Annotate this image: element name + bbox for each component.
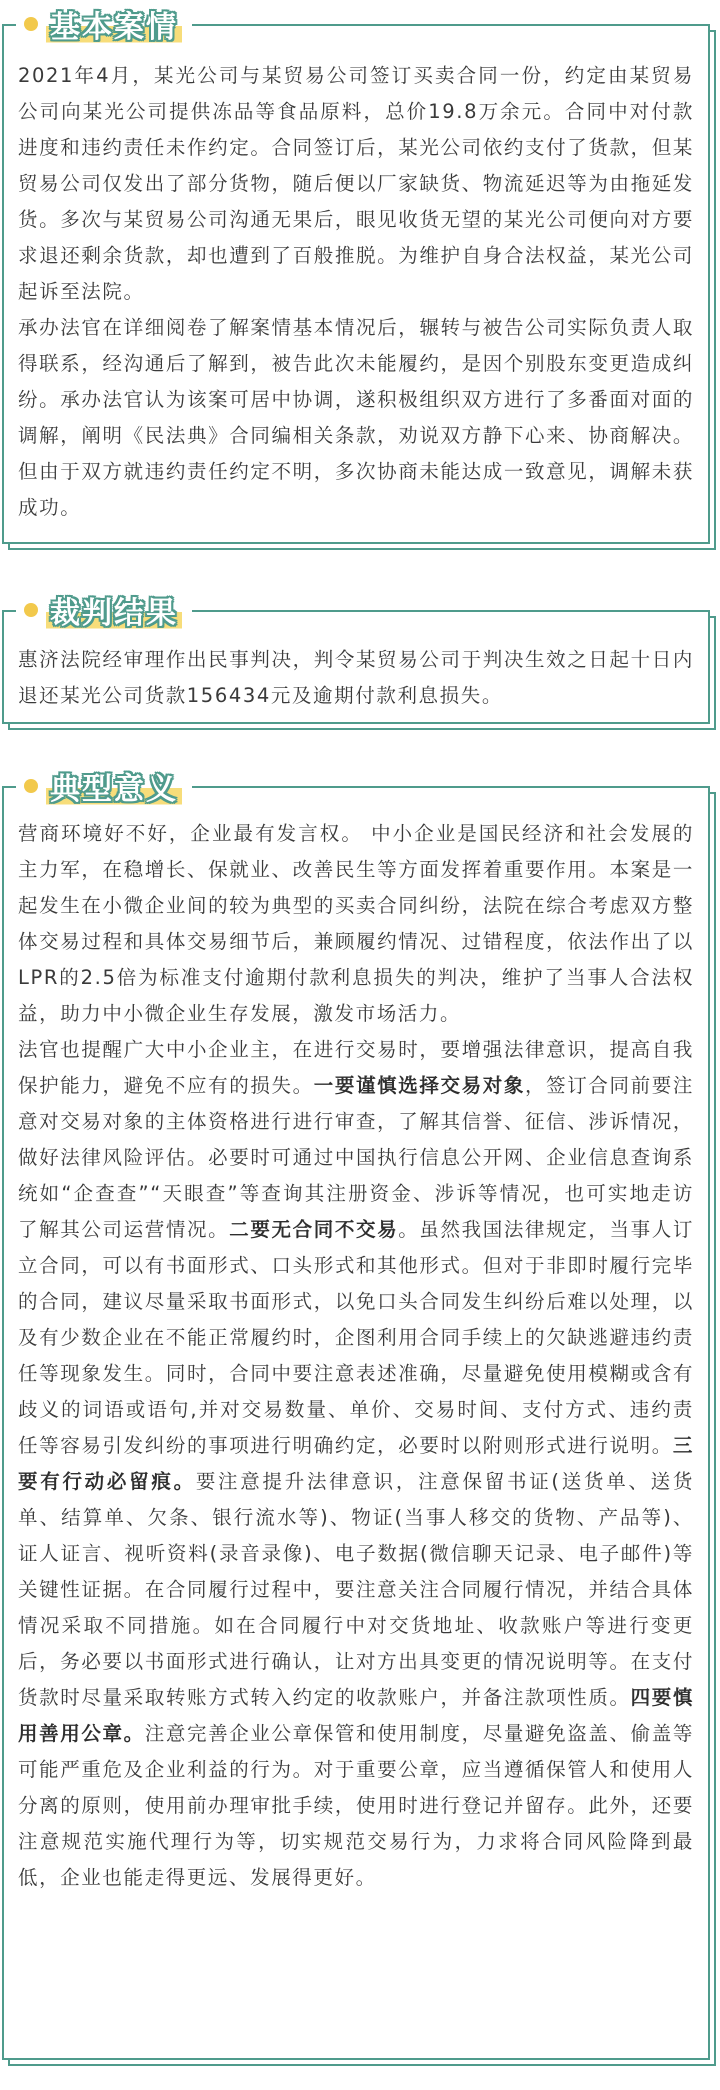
section-title-wrap [16,4,192,44]
section-title: 裁判结果 [46,588,182,632]
section-content [18,58,694,526]
section-title-wrap [16,590,192,630]
title-dot-icon [24,603,38,617]
title-dot-icon [24,17,38,31]
text-run: 。虽然我国法律规定，当事人订立合同，可以有书面形式、口头形式和其他形式。但对于非即时履行完毕的合同，建议尽量采取书面形式，以免口头合同发生纠纷后难以处理，以及有少数企业在不能正常履约时，企图利用合同手续上的欠缺逃避违约责任等现象发生。同时，合同中要注意表述准确，尽量避免使用模糊或含有歧义的词语或语句,并对交易数量、单价、交易时间、支付方式、违约责任等容易引发纠纷的事项进行明确约定，必要时以附则形式进行说明。 [18,1218,694,1457]
paragraph: 惠济法院经审理作出民事判决，判令某贸易公司于判决生效之日起十日内退还某光公司货款156434元及逾期付款利息损失。 [18,648,694,707]
text-run: 注意完善企业公章保管和使用制度，尽量避免盗盖、偷盖等可能严重危及企业利益的行为。对于重要公章，应当遵循保管人和使用人分离的原则，使用前办理审批手续，使用时进行登记并留存。此外，还要注意规范实施代理行为等，切实规范交易行为，力求将合同风险降到最低，企业也能走得更远、发展得更好。 [18,1722,694,1889]
section-verdict [0,580,720,740]
key-point-4: 四要慎用善用公章。 [18,1686,694,1745]
key-point-3: 三要有行动必留痕。 [18,1434,694,1493]
paragraph [18,1032,694,1896]
section-title-wrap [16,766,192,806]
paragraph: 承办法官在详细阅卷了解案情基本情况后，辗转与被告公司实际负责人取得联系，经沟通后了解到，被告此次未能履约，是因个别股东变更造成纠纷。承办法官认为该案可居中协调，遂积极组织双方进行了多番面对面的调解，阐明《民法典》合同编相关条款，劝说双方静下心来、协商解决。但由于双方就违约责任约定不明，多次协商未能达成一致意见，调解未获成功。 [18,316,694,519]
key-point-1: 一要谨慎选择交易对象 [313,1074,525,1097]
paragraph: 2021年4月，某光公司与某贸易公司签订买卖合同一份，约定由某贸易公司向某光公司提供冻品等食品原料，总价19.8万余元。合同中对付款进度和违约责任未作约定。合同签订后，某光公司依约支付了货款，但某贸易公司仅发出了部分货物，随后便以厂家缺货、物流延迟等为由拖延发货。多次与某贸易公司沟通无果后，眼见收货无望的某光公司便向对方要求退还剩余货款，却也遭到了百般推脱。为维护自身合法权益，某光公司起诉至法院。 [18,64,694,303]
title-dot-icon [24,779,38,793]
text-run: 法官也提醒广大中小企业主，在进行交易时，要增强法律意识，提高自我保护能力，避免不应有的损失。 [18,1038,694,1097]
section-title: 典型意义 [46,764,182,808]
section-case-facts [0,0,720,560]
section-content [18,642,694,714]
section-significance [0,758,720,2078]
section-title: 基本案情 [46,2,182,46]
section-content [18,816,694,1896]
text-run: ，签订合同前要注意对交易对象的主体资格进行进行审查，了解其信誉、征信、涉诉情况，做好法律风险评估。必要时可通过中国执行信息公开网、企业信息查询系统如“企查查”“天眼查”等查询其注册资金、涉诉等情况，也可实地走访了解其公司运营情况。 [18,1074,694,1241]
text-run: 要注意提升法律意识，注意保留书证(送货单、送货单、结算单、欠条、银行流水等)、物证(当事人移交的货物、产品等)、证人证言、视听资料(录音录像)、电子数据(微信聊天记录、电子邮件)等关键性证据。在合同履行过程中，要注意关注合同履行情况，并结合具体情况采取不同措施。如在合同履行中对交货地址、收款账户等进行变更后，务必要以书面形式进行确认，让对方出具变更的情况说明等。在支付货款时尽量采取转账方式转入约定的收款账户，并备注款项性质。 [18,1470,694,1709]
paragraph: 营商环境好不好，企业最有发言权。 中小企业是国民经济和社会发展的主力军，在稳增长、保就业、改善民生等方面发挥着重要作用。本案是一起发生在小微企业间的较为典型的买卖合同纠纷，法院在综合考虑双方整体交易过程和具体交易细节后，兼顾履约情况、过错程度，依法作出了以LPR的2.5倍为标准支付逾期付款利息损失的判决，维护了当事人合法权益，助力中小微企业生存发展，激发市场活力。 [18,822,694,1025]
key-point-2: 二要无合同不交易 [229,1218,399,1241]
